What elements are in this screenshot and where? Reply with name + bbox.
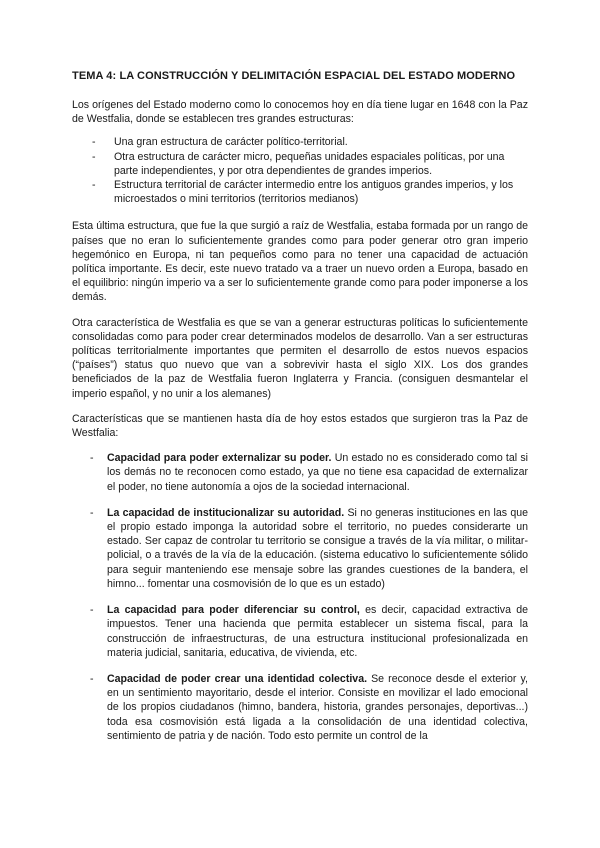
paragraph-equilibrium: Esta última estructura, que fue la que surgió a raíz de Westfalia, estaba formada por un rango de países que no eran lo suficientemente grandes como para poder generar otro gran imperio hegemónico en Europa, ni tan pequeños como para no tener una capacidad de actuación política importante. Es decir, este nuevo tratado va a traer un nuevo orden a Europa, basado en el equilibrio: ningún imperio va a ser lo suficientemente grande como para poder imponerse a los demás. bbox=[72, 220, 528, 304]
characteristic-item bbox=[90, 672, 528, 743]
characteristic-text: Si no generas instituciones en las que el propio estado imponga la autoridad sobre el territorio, no puedes considerarte un estado. Ser capaz de controlar tu territorio se consigue a través de la vía militar, o militar-policial, o a través de la vía de la educación. (sistema educativo lo suficientemente sólido para seguir manteniendo ese mensaje sobre las grandes cuestiones de la bandera, el himno... fomentar una cosmovisión de lo que es un estado) bbox=[107, 506, 529, 590]
list-item bbox=[92, 150, 528, 178]
list-item-text: Estructura territorial de carácter intermedio entre los antiguos grandes imperios, y los microestados o mini territorios (territorios medianos) bbox=[114, 179, 514, 206]
list-item-text: Una gran estructura de carácter político-territorial. bbox=[114, 136, 348, 149]
dash-bullet: - bbox=[92, 136, 96, 149]
characteristic-item bbox=[90, 506, 528, 591]
characteristic-text: Un estado no es considerado como tal si los demás no te reconocen como estado, ya que no tiene esa capacidad de externalizar el poder, no tiene autonomía a ojos de la sociedad internacional. bbox=[107, 452, 528, 493]
paragraph-westfalia: Otra característica de Westfalia es que se van a generar estructuras políticas lo suficientemente consolidadas como para poder crear determinados modelos de desarrollo. Van a ser estructuras políticas territorialmente importantes que permiten el desarrollo de estos nuevos espacios (“países”) status quo nuevo que van a sobrevivir hasta el siglo XIX. Los dos grandes beneficiados de la paz de Westfalia fueron Inglaterra y Francia. (consiguen desmantelar el imperio español, y no unir a los alemanes) bbox=[72, 316, 528, 400]
dash-bullet: - bbox=[90, 506, 94, 519]
paragraph-characteristics-intro: Características que se mantienen hasta día de hoy estos estados que surgieron tras la Paz de Westfalia: bbox=[72, 412, 528, 440]
structures-list bbox=[72, 135, 528, 206]
characteristics-list bbox=[72, 451, 528, 743]
dash-bullet: - bbox=[90, 672, 94, 685]
characteristic-heading: La capacidad para poder diferenciar su control, bbox=[107, 604, 360, 617]
list-item-text: Otra estructura de carácter micro, pequeñas unidades espaciales políticas, por una parte independientes, y por otra dependientes de grandes imperios. bbox=[114, 150, 505, 177]
characteristic-text: es decir, capacidad extractiva de impuestos. Tener una hacienda que permita establecer un sistema fiscal, para la construcción de infraestructuras, de una estructura institucional profesionalizada en materia judicial, sanitaria, educativa, de vivienda, etc. bbox=[107, 604, 528, 659]
dash-bullet: - bbox=[92, 150, 96, 163]
list-item bbox=[92, 135, 528, 149]
list-item bbox=[92, 178, 528, 206]
characteristic-heading: Capacidad para poder externalizar su poder. bbox=[107, 452, 332, 465]
dash-bullet: - bbox=[92, 179, 96, 192]
intro-paragraph: Los orígenes del Estado moderno como lo conocemos hoy en día tiene lugar en 1648 con la Paz de Westfalia, donde se establecen tres grandes estructuras: bbox=[72, 99, 528, 126]
characteristic-heading: La capacidad de institucionalizar su autoridad. bbox=[107, 506, 345, 519]
dash-bullet: - bbox=[90, 604, 94, 617]
characteristic-item bbox=[90, 451, 528, 494]
page-title: TEMA 4: LA CONSTRUCCIÓN Y DELIMITACIÓN ESPACIAL DEL ESTADO MODERNO bbox=[72, 70, 516, 82]
characteristic-heading: Capacidad de poder crear una identidad colectiva. bbox=[107, 672, 368, 685]
characteristic-item bbox=[90, 603, 528, 660]
dash-bullet: - bbox=[90, 452, 94, 465]
characteristic-text: Se reconoce desde el exterior y, en un sentimiento mayoritario, desde el interior. Consiste en movilizar el lado emocional de los propios ciudadanos (himno, bandera, historia, grandes personajes, deportivas...) toda esa cosmovisión está ligada a la consolidación de una identidad colectiva, sentimiento de patria y de nación. Todo esto permite un control de la bbox=[107, 672, 528, 742]
